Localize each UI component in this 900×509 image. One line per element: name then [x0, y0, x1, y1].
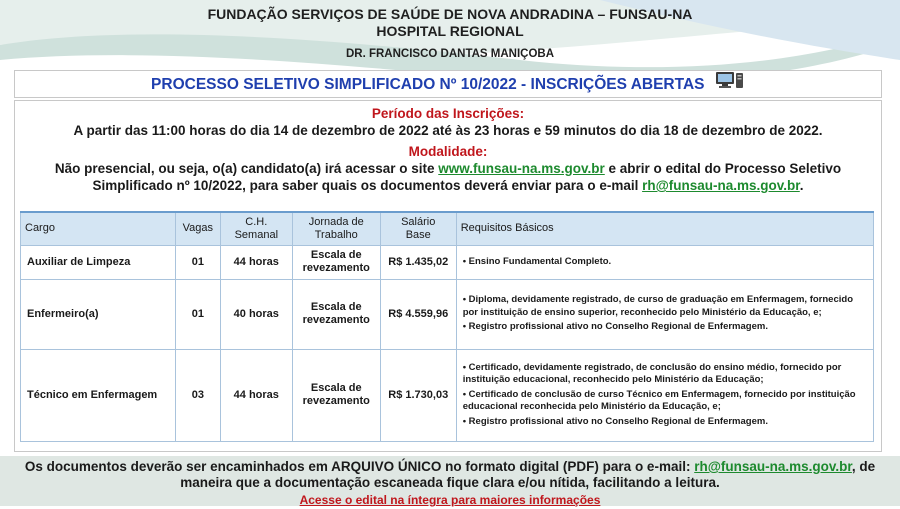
modality-label: Modalidade:	[408, 144, 488, 159]
cell-ch: 44 horas	[220, 349, 292, 441]
email-link[interactable]: rh@funsau-na.ms.gov.br	[642, 178, 800, 193]
header-requisitos: Requisitos Básicos	[456, 212, 873, 245]
cell-requisitos: • Ensino Fundamental Completo.	[456, 245, 873, 279]
cell-jornada: Escala de revezamento	[292, 349, 380, 441]
hospital-director-name: DR. FRANCISCO DANTAS MANIÇOBA	[345, 48, 555, 60]
period-label: Período das Inscrições:	[371, 106, 525, 121]
cell-vagas: 01	[175, 279, 220, 349]
table-header-row	[21, 212, 874, 245]
positions-table	[20, 211, 874, 442]
cell-salario: R$ 1.730,03	[380, 349, 456, 441]
footer-email-link[interactable]: rh@funsau-na.ms.gov.br	[694, 459, 852, 474]
cell-jornada: Escala de revezamento	[292, 245, 380, 279]
cell-vagas: 01	[175, 245, 220, 279]
cell-salario: R$ 4.559,96	[380, 279, 456, 349]
cell-ch: 40 horas	[220, 279, 292, 349]
cell-requisitos: • Certificado, devidamente registrado, de conclusão do ensino médio, fornecido por instituição educacional, reconhecido pelo Ministério da Educação; • Certificado de conclusão de curso Técnico em Enfermagem, fornecido por instituição educacional reconhecida pelo Ministério da Educação, e; • Registro profissional ativo no Conselho Regional de Enfermagem.	[456, 349, 873, 441]
footer-band	[0, 456, 900, 506]
table-row	[21, 279, 874, 349]
header-vagas: Vagas	[175, 212, 220, 245]
edital-link[interactable]: Acesse o edital na íntegra para maiores informações	[299, 493, 601, 507]
org-name: FUNDAÇÃO SERVIÇOS DE SAÚDE DE NOVA ANDRADINA – FUNSAU-NA	[207, 6, 693, 22]
cell-jornada: Escala de revezamento	[292, 279, 380, 349]
table-row	[21, 349, 874, 441]
hospital-name: HOSPITAL REGIONAL	[376, 23, 524, 39]
footer-line-2: maneira que a documentação escaneada fique clara e/ou nítida, facilitando a leitura.	[180, 475, 720, 490]
header-salario: Salário Base	[380, 212, 456, 245]
cell-ch: 44 horas	[220, 245, 292, 279]
page-title: PROCESSO SELETIVO SIMPLIFICADO Nº 10/2022 - INSCRIÇÕES ABERTAS	[151, 76, 705, 93]
cell-cargo: Auxiliar de Limpeza	[21, 245, 176, 279]
computer-icon	[715, 71, 745, 94]
header-ch: C.H. Semanal	[220, 212, 292, 245]
period-text: A partir das 11:00 horas do dia 14 de dezembro de 2022 até às 23 horas e 59 minutos do dia 18 de dezembro de 2022.	[73, 123, 823, 138]
cell-salario: R$ 1.435,02	[380, 245, 456, 279]
table-row	[21, 245, 874, 279]
title-banner	[14, 70, 882, 98]
info-panel	[14, 100, 882, 452]
cell-cargo: Enfermeiro(a)	[21, 279, 176, 349]
cell-vagas: 03	[175, 349, 220, 441]
modality-text-2: Simplificado nº 10/2022, para saber quais os documentos deverá enviar para o e-mail rh@funsau-na.ms.gov.br.	[92, 178, 804, 193]
header	[0, 0, 900, 61]
cell-requisitos: • Diploma, devidamente registrado, de curso de graduação em Enfermagem, fornecido por instituição de ensino superior, reconhecido pelo Ministério da Educação, e; • Registro profissional ativo no Conselho Regional de Enfermagem.	[456, 279, 873, 349]
site-link[interactable]: www.funsau-na.ms.gov.br	[438, 161, 605, 176]
footer-line-1: Os documentos deverão ser encaminhados em ARQUIVO ÚNICO no formato digital (PDF) para o e-mail: rh@funsau-na.ms.gov.br, de	[24, 459, 876, 474]
header-jornada: Jornada de Trabalho	[292, 212, 380, 245]
cell-cargo: Técnico em Enfermagem	[21, 349, 176, 441]
header-cargo: Cargo	[21, 212, 176, 245]
modality-text: Não presencial, ou seja, o(a) candidato(a) irá acessar o site www.funsau-na.ms.gov.br e abrir o edital do Processo Seletivo	[54, 161, 842, 176]
